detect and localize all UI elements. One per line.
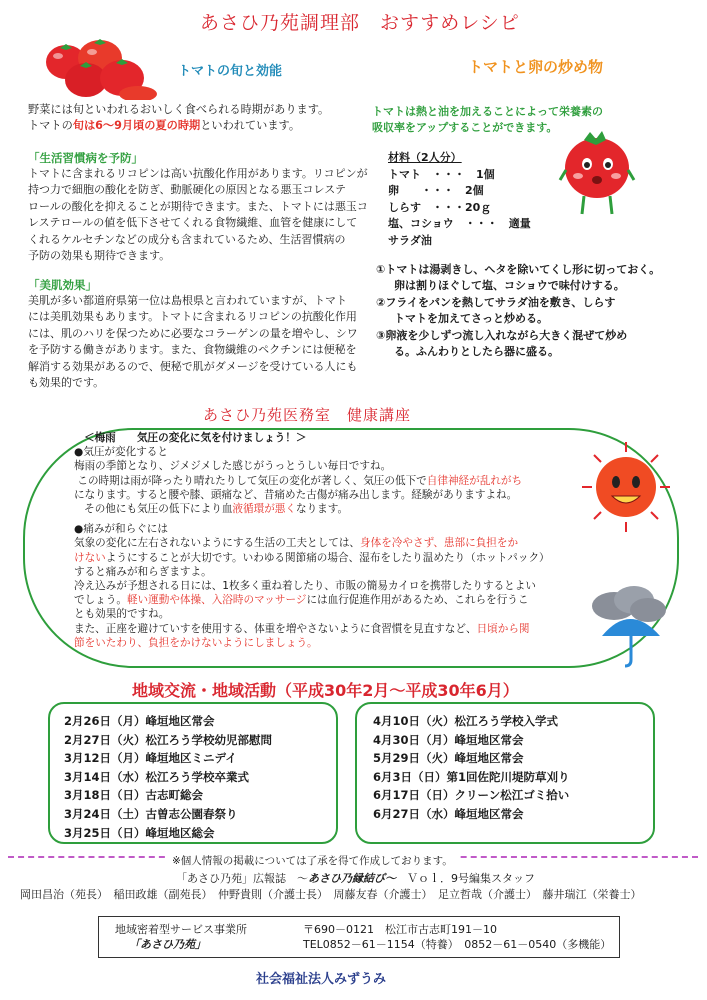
ingredient: サラダ油 (388, 233, 432, 247)
recipe-step-cont: る。ふんわりとしたら器に盛る。 (394, 345, 559, 359)
umbrella-icon (602, 619, 660, 666)
recipe-step: ①トマトは湯剥きし、ヘタを除いてくし形に切っておく。 (376, 263, 661, 276)
ingredient: 塩、コショウ ・・・ 適量 (388, 217, 531, 231)
health-text: ＜梅雨 気圧の変化に気を付けましょう！＞ ●気圧が変化すると 梅雨の季節となり、ジメジメした感じがうっとうしい毎日ですね。 この時期は雨が降ったり晴れたりして気圧の変化が著しく、気圧の低下で自律神経が乱れがち になります。すると腰や膝、頭痛など、昔痛めた古傷が痛み出します。経験がありますよね。 その他にも気圧の低下により血液循環が悪くなります。 ●痛みが和らぐには 気象の変化に左右されないようにする生活の工夫としては、身体を冷やさず、患部に負担をか けないようにすることが大切です。いわゆる関節痛の場合、湿布をしたり温めたり（ホットパック） すると痛みが和らぎますよ。 冷え込みが予想される日には、1枚多く重ね着したり、市販の簡易カイロを携帯したりするとよい でしょう。軽い運動や体操、入浴時のマッサージには血行促進作用があるため、これらを行うこ とも効果的ですね。 また、正座を避けていすを使用する、体重を増やさないように食習慣を見直すなど、日頃から関 節をいたわり、負担をかけないようにしましょう。 (74, 431, 576, 650)
list-item: 5月29日（火）峰垣地区常会 (373, 751, 524, 766)
event-list (64, 712, 272, 842)
list-item: 6月17日（日）クリーン松江ゴミ拾い (373, 788, 570, 803)
event-list (373, 712, 570, 824)
list-item: 3月18日（日）古志町総会 (64, 788, 204, 803)
sun-icon (582, 442, 670, 532)
privacy-note: ※個人情報の掲載については了承を得て作成しております。 (168, 853, 457, 868)
skin-beauty-heading: 「美肌効果」 (28, 278, 97, 292)
tomato-section-heading: トマトの旬と効能 (178, 64, 283, 79)
list-item: 3月25日（日）峰垣地区総会 (64, 825, 215, 840)
ingredient: しらす ・・・20ｇ (388, 200, 492, 214)
list-item: 3月24日（土）古曽志公園春祭り (64, 806, 238, 821)
recipe-step-cont: トマトを加えてさっと炒める。 (394, 312, 548, 326)
intro-line: トマトの旬は6～9月頃の夏の時期といわれています。 (28, 119, 301, 132)
facility-address: 〒690－0121 松江市古志町191－10 (303, 923, 497, 936)
recipe-intro: トマトは熱と油を加えることによって栄養素の 吸収率をアップすることができます。 (372, 105, 603, 134)
list-item: 6月3日（日）第1回佐陀川堤防草刈り (373, 769, 570, 784)
community-activities-heading: 地域交流・地域活動（平成30年2月～平成30年6月） (132, 681, 519, 700)
events-box-right (355, 702, 655, 844)
sun-illustration (576, 438, 676, 536)
recipe-heading: トマトと卵の炒め物 (468, 58, 604, 76)
ingredients-title: 材料（2人分） (388, 151, 462, 164)
list-item: 2月27日（火）松江ろう学校幼児部慰問 (64, 732, 273, 747)
page-title: あさひ乃苑調理部 おすすめレシピ (200, 12, 520, 34)
ingredient: 卵 ・・・ 2個 (388, 184, 484, 198)
tomato-icon (46, 39, 157, 100)
facility-phone: TEL0852－61－1154（特養） 0852－61－0540（多機能） (303, 938, 612, 951)
newsletter-credit: 「あさひ乃苑」広報誌 ～あさひ乃縁結び～ Ｖｏｌ．9号編集スタッフ (176, 872, 535, 885)
recipe-step: ②フライをパンを熱してサラダ油を敷き、しらす (376, 295, 616, 309)
facility-name: 「あさひ乃苑」 (129, 938, 206, 951)
list-item: 4月10日（火）松江ろう学校入学式 (373, 714, 559, 728)
list-item: 4月30日（月）峰垣地区常会 (373, 732, 524, 747)
editorial-staff: 岡田昌治（苑長） 稲田政雄（副苑長） 仲野貴則（介護士長） 周藤友春（介護士） 足立哲哉（介護士） 藤井瑞江（栄養士） (20, 888, 642, 901)
ingredient: トマト ・・・ 1個 (388, 167, 495, 181)
tomato-character-illustration (556, 126, 638, 222)
tomato-mascot-icon (560, 131, 634, 214)
rain-cloud-icon (592, 586, 666, 622)
list-item: 3月12日（月）峰垣地区ミニデイ (64, 751, 237, 766)
lifestyle-disease-text: トマトに含まれるリコピンは高い抗酸化作用があります。リコピンが 持つ力で細胞の酸化を防ぎ、動脈硬化の原因となる悪玉コレステ ロールの酸化を抑えることが期待できます。また、トマトには悪玉コ レステロールの値を低下させてくれる食物繊維、血管を健康にして くれるケルセチンなどの成分も含まれているため、生活習慣病の 予防の効果も期待できます。 (28, 167, 368, 263)
recipe-step-cont: 卵は割りほぐして塩、コショウで味付けする。 (394, 279, 625, 293)
tomato-intro (28, 102, 368, 134)
ingredients-list (388, 150, 531, 250)
health-bullet-title: ●気圧が変化すると (74, 446, 168, 459)
intro-line: 野菜には旬といわれるおいしく食べられる時期があります。 (28, 103, 330, 116)
rain-illustration (584, 582, 674, 668)
health-bullet-title: ●痛みが和らぐには (74, 523, 168, 536)
list-item: 2月26日（月）峰垣地区常会 (64, 714, 215, 728)
skin-beauty-text: 美肌が多い都道府県第一位は島根県と言われていますが、トマト には美肌効果もあります。トマトに含まれるリコピンの抗酸化作用 には、肌のハリを保つために必要なコラーゲンの量を増やし、シワ を予防する働きがあります。また、食物繊維のペクチンには便秘を 解消する効果があるので、便秘で肌がダメージを受けている人にも も効果的です。 (28, 294, 358, 390)
facility-type: 地域密着型サービス事業所 (115, 923, 247, 936)
organization-name: 社会福祉法人みずうみ (256, 972, 387, 987)
lifestyle-disease-heading: 「生活習慣病を予防」 (28, 151, 143, 165)
health-subtitle: ＜梅雨 気圧の変化に気を付けましょう！＞ (84, 432, 307, 444)
recipe-step: ③卵液を少しずつ流し入れながら大きく混ぜて炒め (376, 328, 628, 342)
recipe-steps (376, 262, 692, 360)
events-box-left (48, 702, 338, 844)
list-item: 3月14日（水）松江ろう学校卒業式 (64, 769, 250, 784)
health-lecture-heading: あさひ乃苑医務室 健康講座 (203, 406, 412, 424)
facility-info-box (98, 916, 620, 958)
list-item: 6月27日（水）峰垣地区常会 (373, 806, 524, 821)
tomatoes-illustration (38, 28, 160, 100)
